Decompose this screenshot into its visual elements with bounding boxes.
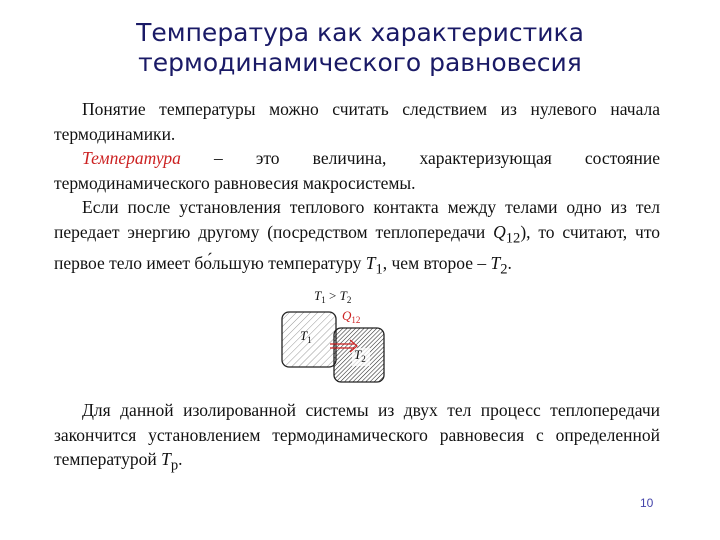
symbol-q-sub: 12 <box>505 230 521 246</box>
body-2-label: $T_2$ <box>354 347 366 364</box>
paragraph-3-part-a: Если после установления теплового контакта между телами одно из тел передает энергию другому (посредством теплопередачи <box>54 197 660 242</box>
paragraph-2-rest: – это величина, характеризующая состояние термодинамического равновесия макросистемы. <box>54 148 660 193</box>
paragraph-3-part-c: , чем второе – <box>382 252 491 273</box>
term-temperature: Температура <box>82 148 181 168</box>
symbol-t2: T <box>490 252 501 273</box>
body-1-label: $T_1$ <box>300 328 312 345</box>
heat-transfer-diagram <box>270 282 400 392</box>
paragraph-3-part-b: ), то считают, что первое тело имеет бо́льшую температуру <box>54 221 660 273</box>
relation-label: $T_1 > T_2$ <box>314 288 352 305</box>
symbol-q: Q <box>493 221 506 242</box>
symbol-t1-sub: 1 <box>375 261 383 277</box>
title-line-1: Температура как характеристика <box>136 18 584 47</box>
symbol-t1: T <box>365 252 376 273</box>
heat-label: $Q_{12}$ <box>342 308 361 325</box>
conclusion-text <box>54 398 660 478</box>
paragraph-4-part-a: Для данной изолированной системы из двух тел процесс теплопередачи закончится установлением термодинамического равновесия с определенной температурой <box>54 400 660 469</box>
symbol-tp: T <box>161 449 171 469</box>
slide-title <box>0 18 720 78</box>
paragraph-4 <box>54 398 660 478</box>
paragraph-3-part-d: . <box>507 252 512 273</box>
page-number: 10 <box>640 496 654 510</box>
paragraph-1: Понятие температуры можно считать следствием из нулевого начала термодинамики. <box>54 99 660 144</box>
body-text <box>54 97 660 282</box>
paragraph-4-part-b: . <box>178 449 183 469</box>
paragraph-3 <box>54 195 660 282</box>
symbol-tp-sub: р <box>170 457 179 474</box>
symbol-t2-sub: 2 <box>500 261 508 277</box>
title-line-2: термодинамического равновесия <box>138 48 582 77</box>
paragraph-2 <box>54 146 660 195</box>
